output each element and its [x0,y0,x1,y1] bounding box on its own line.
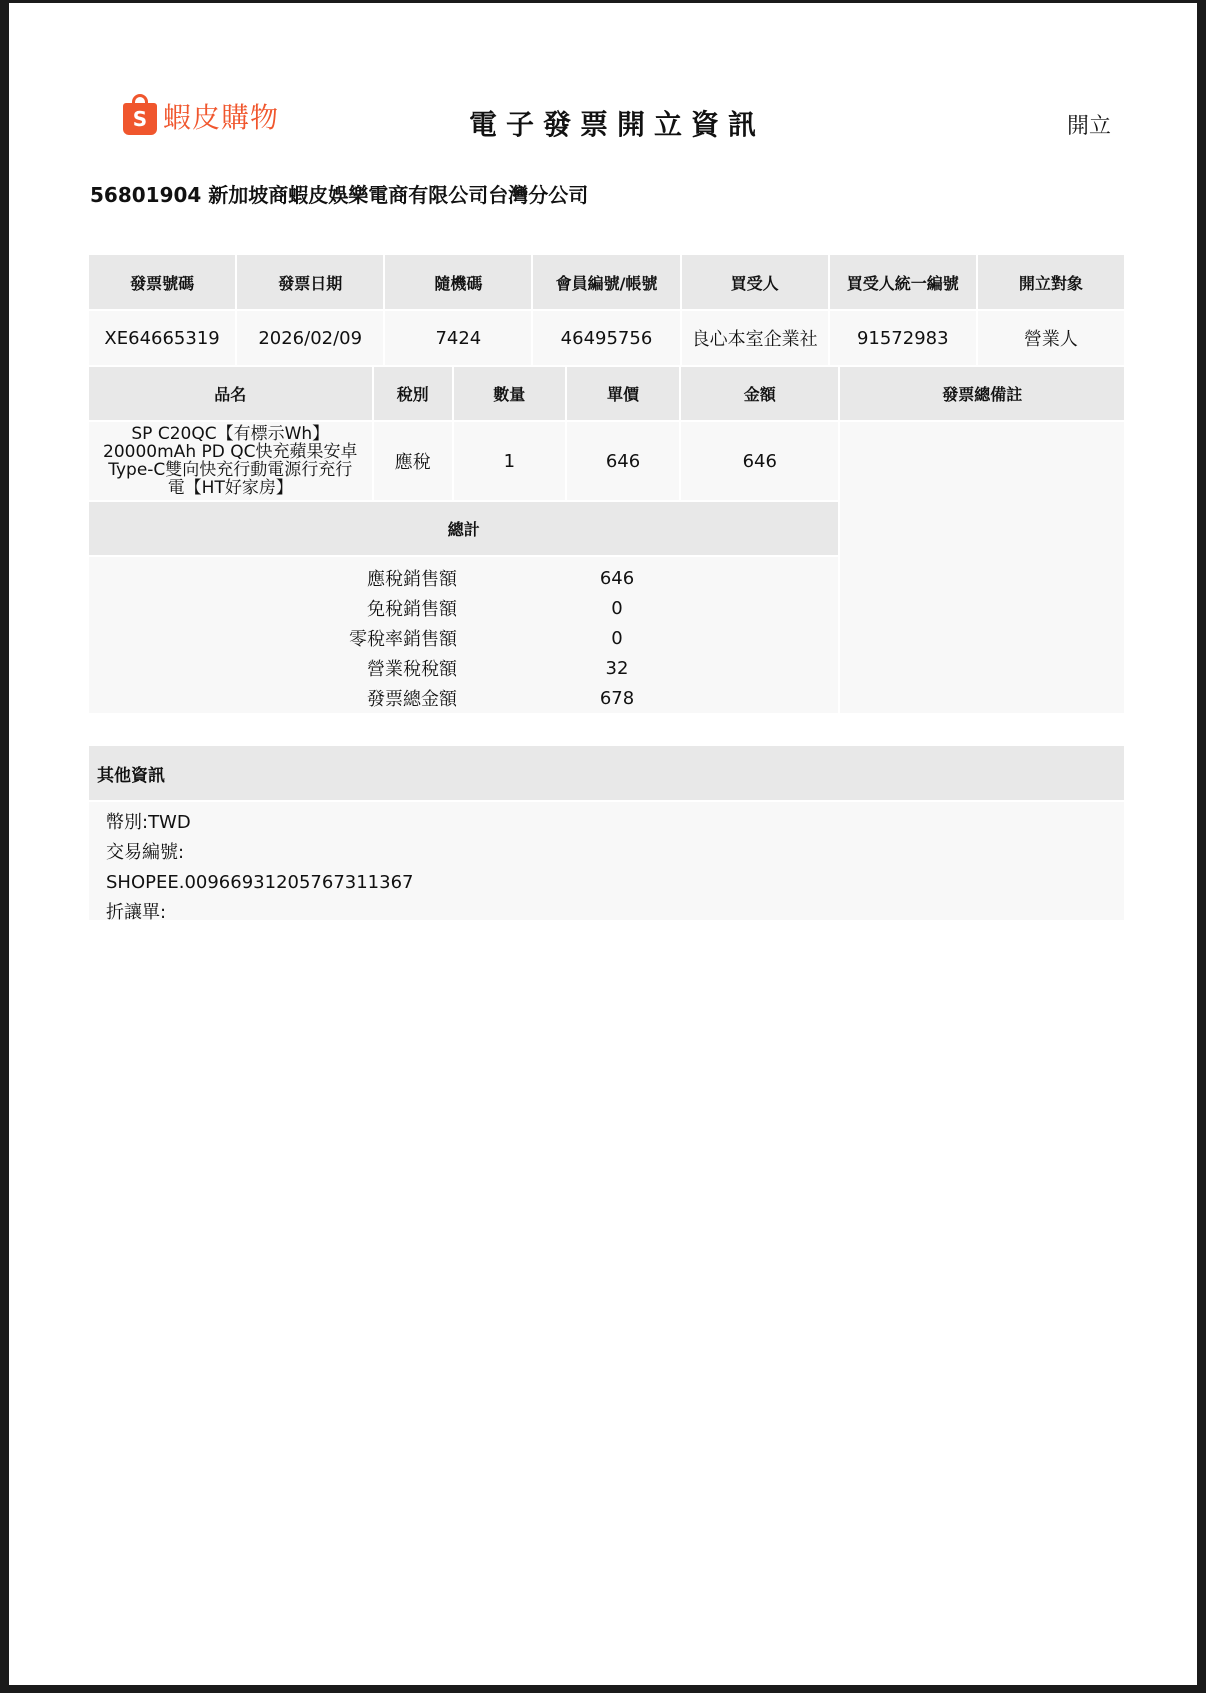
invoice-info-header-row [89,255,1124,309]
quantity: 1 [454,422,565,500]
totals-heading: 總計 [89,502,838,555]
other-info-section [89,746,1124,923]
header-quantity: 數量 [454,367,565,420]
total-line [89,593,838,623]
transaction-id-value: SHOPEE.00966931205767311367 [106,872,414,893]
invoice-number: XE64665319 [89,311,235,365]
header-unit-price: 單價 [567,367,679,420]
issue-target: 營業人 [978,311,1124,365]
tax-free-sales-label: 免稅銷售額 [367,599,457,620]
header-member-id: 會員編號/帳號 [533,255,679,309]
buyer-tax-id: 91572983 [830,311,976,365]
invoice-info-value-row [89,311,1124,365]
item-row [89,422,1124,500]
page-title: 電子發票開立資訊 [469,108,766,141]
items-header-row [89,367,1124,420]
header-buyer: 買受人 [682,255,828,309]
product-name-line: 電【HT好家房】 [167,478,293,498]
seller-info: 56801904 新加坡商蝦皮娛樂電商有限公司台灣分公司 [90,183,589,207]
total-line [89,623,838,653]
other-info-body [89,802,1124,923]
taxable-sales-value: 646 [599,567,635,589]
header-tax-type: 稅別 [374,367,452,420]
logo-symbol: S [132,107,148,131]
header-remarks: 發票總備註 [840,367,1124,420]
product-name-line: Type-C雙向快充行動電源行充行 [108,460,353,480]
product-name-line: 20000mAh PD QC快充蘋果安卓 [103,442,358,462]
invoice-date: 2026/02/09 [237,311,383,365]
product-name [89,422,372,500]
logo-text: 蝦皮購物 [163,101,280,134]
currency-line: 幣別:TWD [106,812,191,833]
status-label: 開立 [1067,114,1112,139]
invoice-info-table [87,253,1126,367]
zero-rate-sales-label: 零稅率銷售額 [349,629,457,650]
product-name-line: SP C20QC【有標示Wh】 [131,424,330,444]
items-table [87,365,1126,715]
header-invoice-number: 發票號碼 [89,255,235,309]
invoice-page [9,3,1197,1685]
total-line [89,653,838,683]
total-line [89,683,838,713]
tax-free-sales-value: 0 [611,597,623,619]
taxable-sales-label: 應稅銷售額 [367,569,457,590]
tax-type: 應稅 [374,422,452,500]
business-tax-label: 營業稅稅額 [367,659,457,680]
member-id: 46495756 [533,311,679,365]
header-amount: 金額 [681,367,838,420]
invoice-total-label: 發票總金額 [367,689,457,710]
business-tax-value: 32 [605,657,629,679]
other-info-heading: 其他資訊 [89,746,1124,800]
random-code: 7424 [385,311,531,365]
transaction-id-label: 交易編號: [106,842,185,863]
shopee-logo [123,94,279,138]
shopping-bag-icon [123,103,157,135]
header-product-name: 品名 [89,367,372,420]
header-buyer-tax-id: 買受人統一編號 [830,255,976,309]
amount: 646 [681,422,838,500]
header-invoice-date: 發票日期 [237,255,383,309]
header-issue-target: 開立對象 [978,255,1124,309]
allowance-label: 折讓單: [106,902,167,923]
buyer-name: 良心本室企業社 [682,311,828,365]
invoice-total-value: 678 [599,687,635,709]
header-random-code: 隨機碼 [385,255,531,309]
invoice-remarks [840,422,1124,713]
totals-block [89,557,838,713]
unit-price: 646 [567,422,679,500]
zero-rate-sales-value: 0 [611,627,623,649]
total-line [89,563,838,593]
